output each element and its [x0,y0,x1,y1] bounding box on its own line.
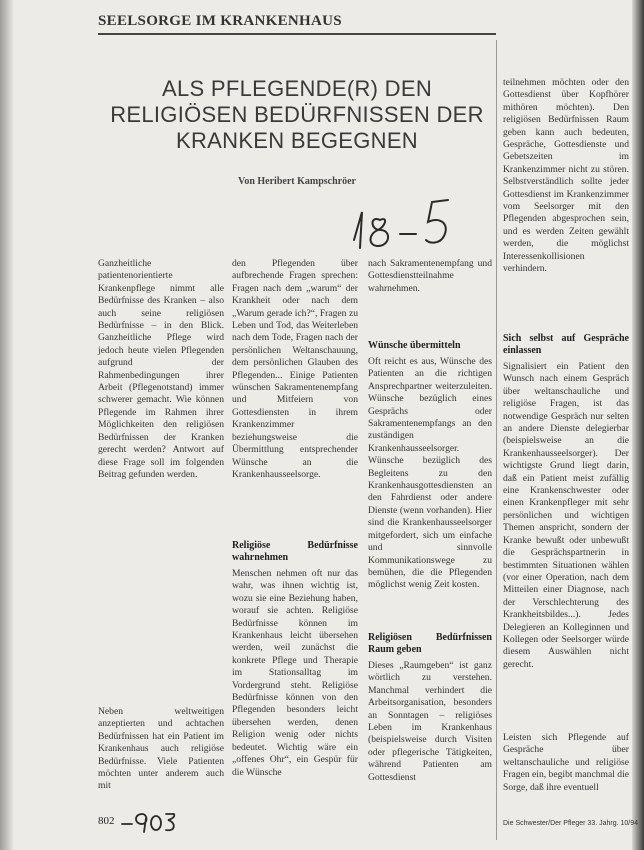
title-line-1: ALS PFLEGENDE(R) DEN [161,76,433,101]
column-4-section [503,333,629,671]
column-divider [496,40,497,840]
column-4-bottom [503,732,629,794]
article-author: Von Heribert Kampschröer [238,176,356,187]
column-2-top [232,258,358,481]
body-paragraph: Leisten sich Pflegende auf Gespräche über weltanschauliche und religiöse Fragen ein, begibt manchmal die Sorge, daß ihre eventuell [503,732,630,793]
column-3-top [368,258,492,295]
column-3-section-1 [368,340,492,592]
column-4-top [503,77,629,276]
column-1-body [98,706,224,793]
column-3-section-2 [368,632,492,784]
column-2-section [232,540,358,779]
article-title [98,76,496,154]
page-edge-shadow-right [632,0,644,850]
column-1-intro [98,258,224,481]
body-paragraph: Oft reicht es aus, Wünsche des Patienten an die richtigen Ansprechpartner weiterzuleiten. Wünsche bezüglich eines Gesprächs oder Sakramentenempfangs an den zuständigen Krankenhausseelsorger. Wünsche bezüglich des Begleitens zu den Krankenhausgottesdiensten an den Fahrdienst oder andere Dienste (wenn vorhanden). Hier sind die Krankenhausseelsorger mitgefordert, sich um einfache und sinnvolle Kommunikationswege zu bemühen, die die Pflegenden möglichst wenig Zeit kosten. [368,356,492,591]
body-paragraph: Signalisiert ein Patient den Wunsch nach einem Gespräch über weltanschauliche und religiöse Fragen, ist das notwendige Gespräch nur selten an andere Dienste delegierbar (beispielsweise an die Krankenhausseelsorger). Der wichtigste Grund liegt darin, daß ein Patient meist zufällig eine Krankenschwester oder einen Krankenpfleger mit sehr persönlichen und wichtigen Themen anspricht, sondern der Kranke bewußt oder unbewußt die Gesprächspartnerin in bestimmten Situationen wählen (vor einer Operation, nach dem Mitteilen einer Diagnose, nach der Verschlechterung des Krankheitsbildes...). Jedes Delegieren an Kolleginnen und Kollegen oder Seelsorger würde diesem Auswählen nicht gerecht. [503,361,629,670]
page-edge-shadow-left [0,0,14,850]
section-heading: SEELSORGE IM KRANKENHAUS [98,13,342,29]
body-paragraph: teilnehmen möchten oder den Gottesdienst über Kopfhörer mithören möchten). Den religiösen Bedürfnissen Raum geben kann auch bedeuten, Gespräche, Gottesdienste und Gebetszeiten im Krankenzimmer nicht zu stören. Selbstverständlich sollte jeder Gottesdienst im Krankenzimmer vom Seelsorger mit den Pflegenden abgesprochen sein, und es werden Zeiten gewählt werden, die möglichst Interessenkollisionen verhindern. [503,77,629,275]
subheading: Wünsche übermitteln [368,340,461,351]
title-line-2: RELIGIÖSEN BEDÜRFNISSEN DER [110,102,484,127]
subheading: Sich selbst auf Gespräche einlassen [503,333,629,356]
subheading: Religiöse Bedürfnisse wahrnehmen [232,540,358,563]
intro-paragraph: Ganzheitliche patientenorientierte Krankenpflege nimmt alle Bedürfnisse des Kranken – also auch seine religiösen Bedürfnisse – in den Blick. Ganzheitliche Pflege wird jedoch heute vielen Pflegenden aufgrund der Rahmenbedingungen ihrer Arbeit (Pflegenotstand) immer schwerer gemacht. Wie können Pflegende im Rahmen ihrer Möglichkeiten den religiösen Bedürfnissen der Kranken gerecht werden? Antwort auf diese Frage soll im folgenden Beitrag gefunden werden. [98,258,224,480]
title-line-3: KRANKEN BEGEGNEN [176,128,418,153]
handwritten-note [340,190,470,260]
subheading: Religiösen Bedürfnissen Raum geben [368,632,492,655]
journal-footer: Die Schwester/Der Pfleger 33. Jahrg. 10/94 [503,820,639,827]
body-paragraph: nach Sakramentenempfang und Gottesdienstteilnahme wahrnehmen. [368,258,492,294]
handwritten-page-number [118,806,178,836]
body-paragraph: Dieses „Raumgeben“ ist ganz wörtlich zu verstehen. Manchmal verhindert die Arbeitsorganisation, besonders an Sonntagen – religiöses Leben im Krankenhaus (beispielsweise durch Visiten oder pflegerische Tätigkeiten, während Patienten am Gottesdienst [368,660,492,783]
heading-rule [98,33,496,35]
body-paragraph: Menschen nehmen oft nur das wahr, was ihnen wichtig ist, wozu sie eine Beziehung haben, worauf sie achten. Religiöse Bedürfnisse können im Krankenhaus leicht übersehen werden, weil zunächst die konkrete Pflege und Therapie im Stationsalltag im Vordergrund steht. Religiöse Bedürfnisse können von den Pflegenden besonders leicht übersehen werden, denen Religion wenig oder nichts bedeutet. Wichtig wäre ein „offenes Ohr“, ein Gespür für die Wünsche [232,568,358,778]
page-number: 802 [98,815,115,827]
body-paragraph: Neben weltweitigen anzeptierten und achtachen Bedürfnissen hat ein Patient im Krankenhaus auch religiöse Bedürfnisse. Viele Patienten möchten unter anderem auch mit [98,706,224,792]
body-paragraph: den Pflegenden über aufbrechende Fragen sprechen: Fragen nach dem „warum“ der Krankheit oder nach dem „Warum gerade ich?“, Fragen zu Leben und Tod, das Weiterleben nach dem Tode, Fragen nach der persönlichen Weltanschauung, dem persönlichen Glauben des Pflegenden... Einige Patienten wünschen Sakramentenempfang und Mitfeiern von Gottesdiensten in ihrem Krankenzimmer beziehungsweise die Übermittlung entsprechender Wünsche an die Krankenhausseelsorge. [232,258,358,480]
